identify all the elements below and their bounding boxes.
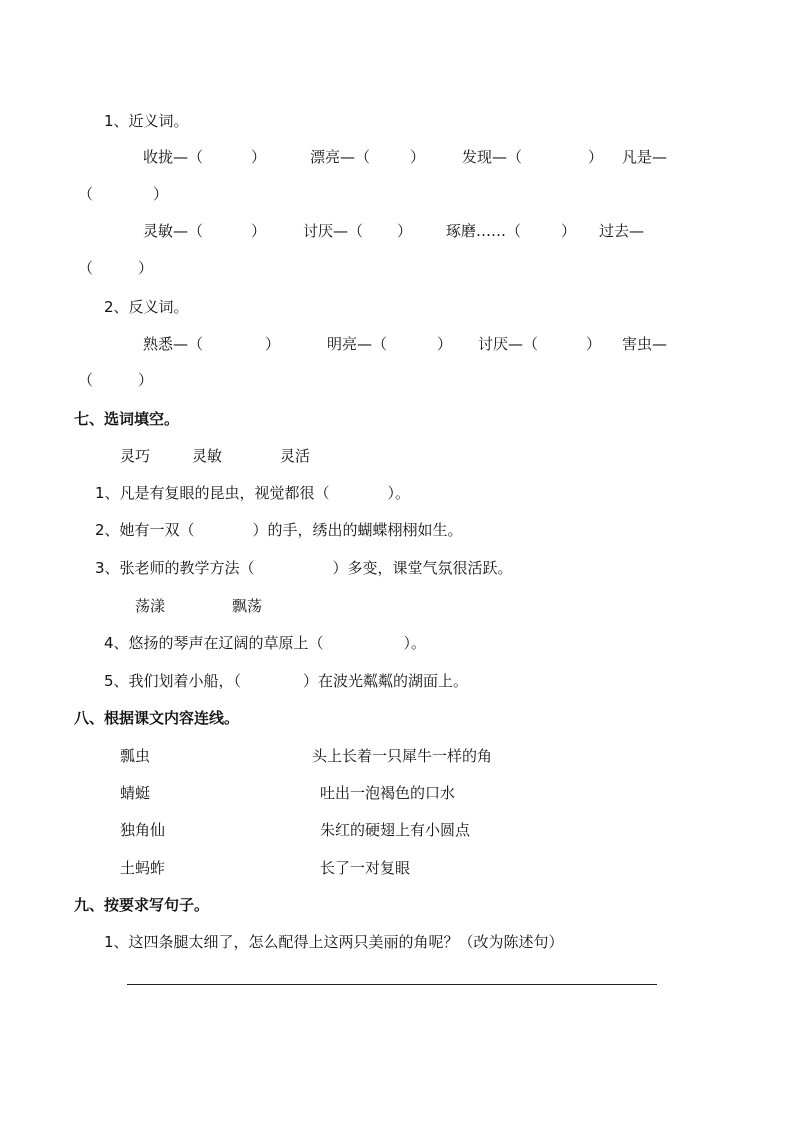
antonym-item: 讨厌—（ ） <box>478 335 602 353</box>
section-9-title: 九、按要求写句子。 <box>74 896 210 914</box>
rewrite-question: 1、这四条腿太细了，怎么配得上这两只美丽的角呢？（改为陈述句） <box>104 933 564 951</box>
fill-blank-item: 3、张老师的教学方法（ ）多变，课堂气氛很活跃。 <box>95 559 513 577</box>
antonym-item: 明亮—（ ） <box>327 335 453 353</box>
synonym-item: 讨厌—（ ） <box>303 222 413 240</box>
match-right-item: 朱红的硬翅上有小圆点 <box>320 821 471 839</box>
fill-blank-item: 4、悠扬的琴声在辽阔的草原上（ ）。 <box>104 634 427 652</box>
synonym-item: 发现—（ ） <box>462 148 604 166</box>
synonym-item: 灵敏—（ ） <box>143 222 267 240</box>
synonym-item: 漂亮—（ ） <box>310 148 426 166</box>
match-left-item: 蜻蜓 <box>120 784 151 802</box>
match-left-item: 瓢虫 <box>120 747 151 765</box>
match-right-item: 吐出一泡褐色的口水 <box>320 784 456 802</box>
word-option: 飘荡 <box>232 597 263 615</box>
word-option: 灵活 <box>280 447 311 465</box>
synonym-item: 琢磨……（ ） <box>446 222 577 240</box>
antonym-item: 害虫— <box>622 335 668 353</box>
synonym-item: 过去— <box>599 222 645 240</box>
fill-blank-item: 5、我们划着小船，（ ）在波光粼粼的湖面上。 <box>104 672 469 690</box>
antonym-item: 熟悉—（ ） <box>143 335 281 353</box>
synonym-item: 收拢—（ ） <box>143 148 267 166</box>
match-right-item: 长了一对复眼 <box>320 859 411 877</box>
synonym-item-continued: （ ） <box>78 185 169 203</box>
word-option: 荡漾 <box>135 597 166 615</box>
word-option: 灵巧 <box>120 447 151 465</box>
fill-blank-item: 2、她有一双（ ）的手，绣出的蝴蝶栩栩如生。 <box>95 521 463 539</box>
antonym-item-continued: （ ） <box>78 371 154 389</box>
synonym-item-continued: （ ） <box>78 259 154 277</box>
section-8-title: 八、根据课文内容连线。 <box>74 709 240 727</box>
section-7-title: 七、选词填空。 <box>74 410 180 428</box>
synonym-item: 凡是— <box>622 148 668 166</box>
match-left-item: 土蚂蚱 <box>120 859 166 877</box>
answer-line <box>127 984 657 985</box>
match-left-item: 独角仙 <box>120 821 166 839</box>
synonym-title: 1、近义词。 <box>104 112 189 130</box>
fill-blank-item: 1、凡是有复眼的昆虫，视觉都很（ ）。 <box>95 484 411 502</box>
antonym-title: 2、反义词。 <box>104 298 189 316</box>
word-option: 灵敏 <box>192 447 223 465</box>
match-right-item: 头上长着一只犀牛一样的角 <box>312 747 493 765</box>
